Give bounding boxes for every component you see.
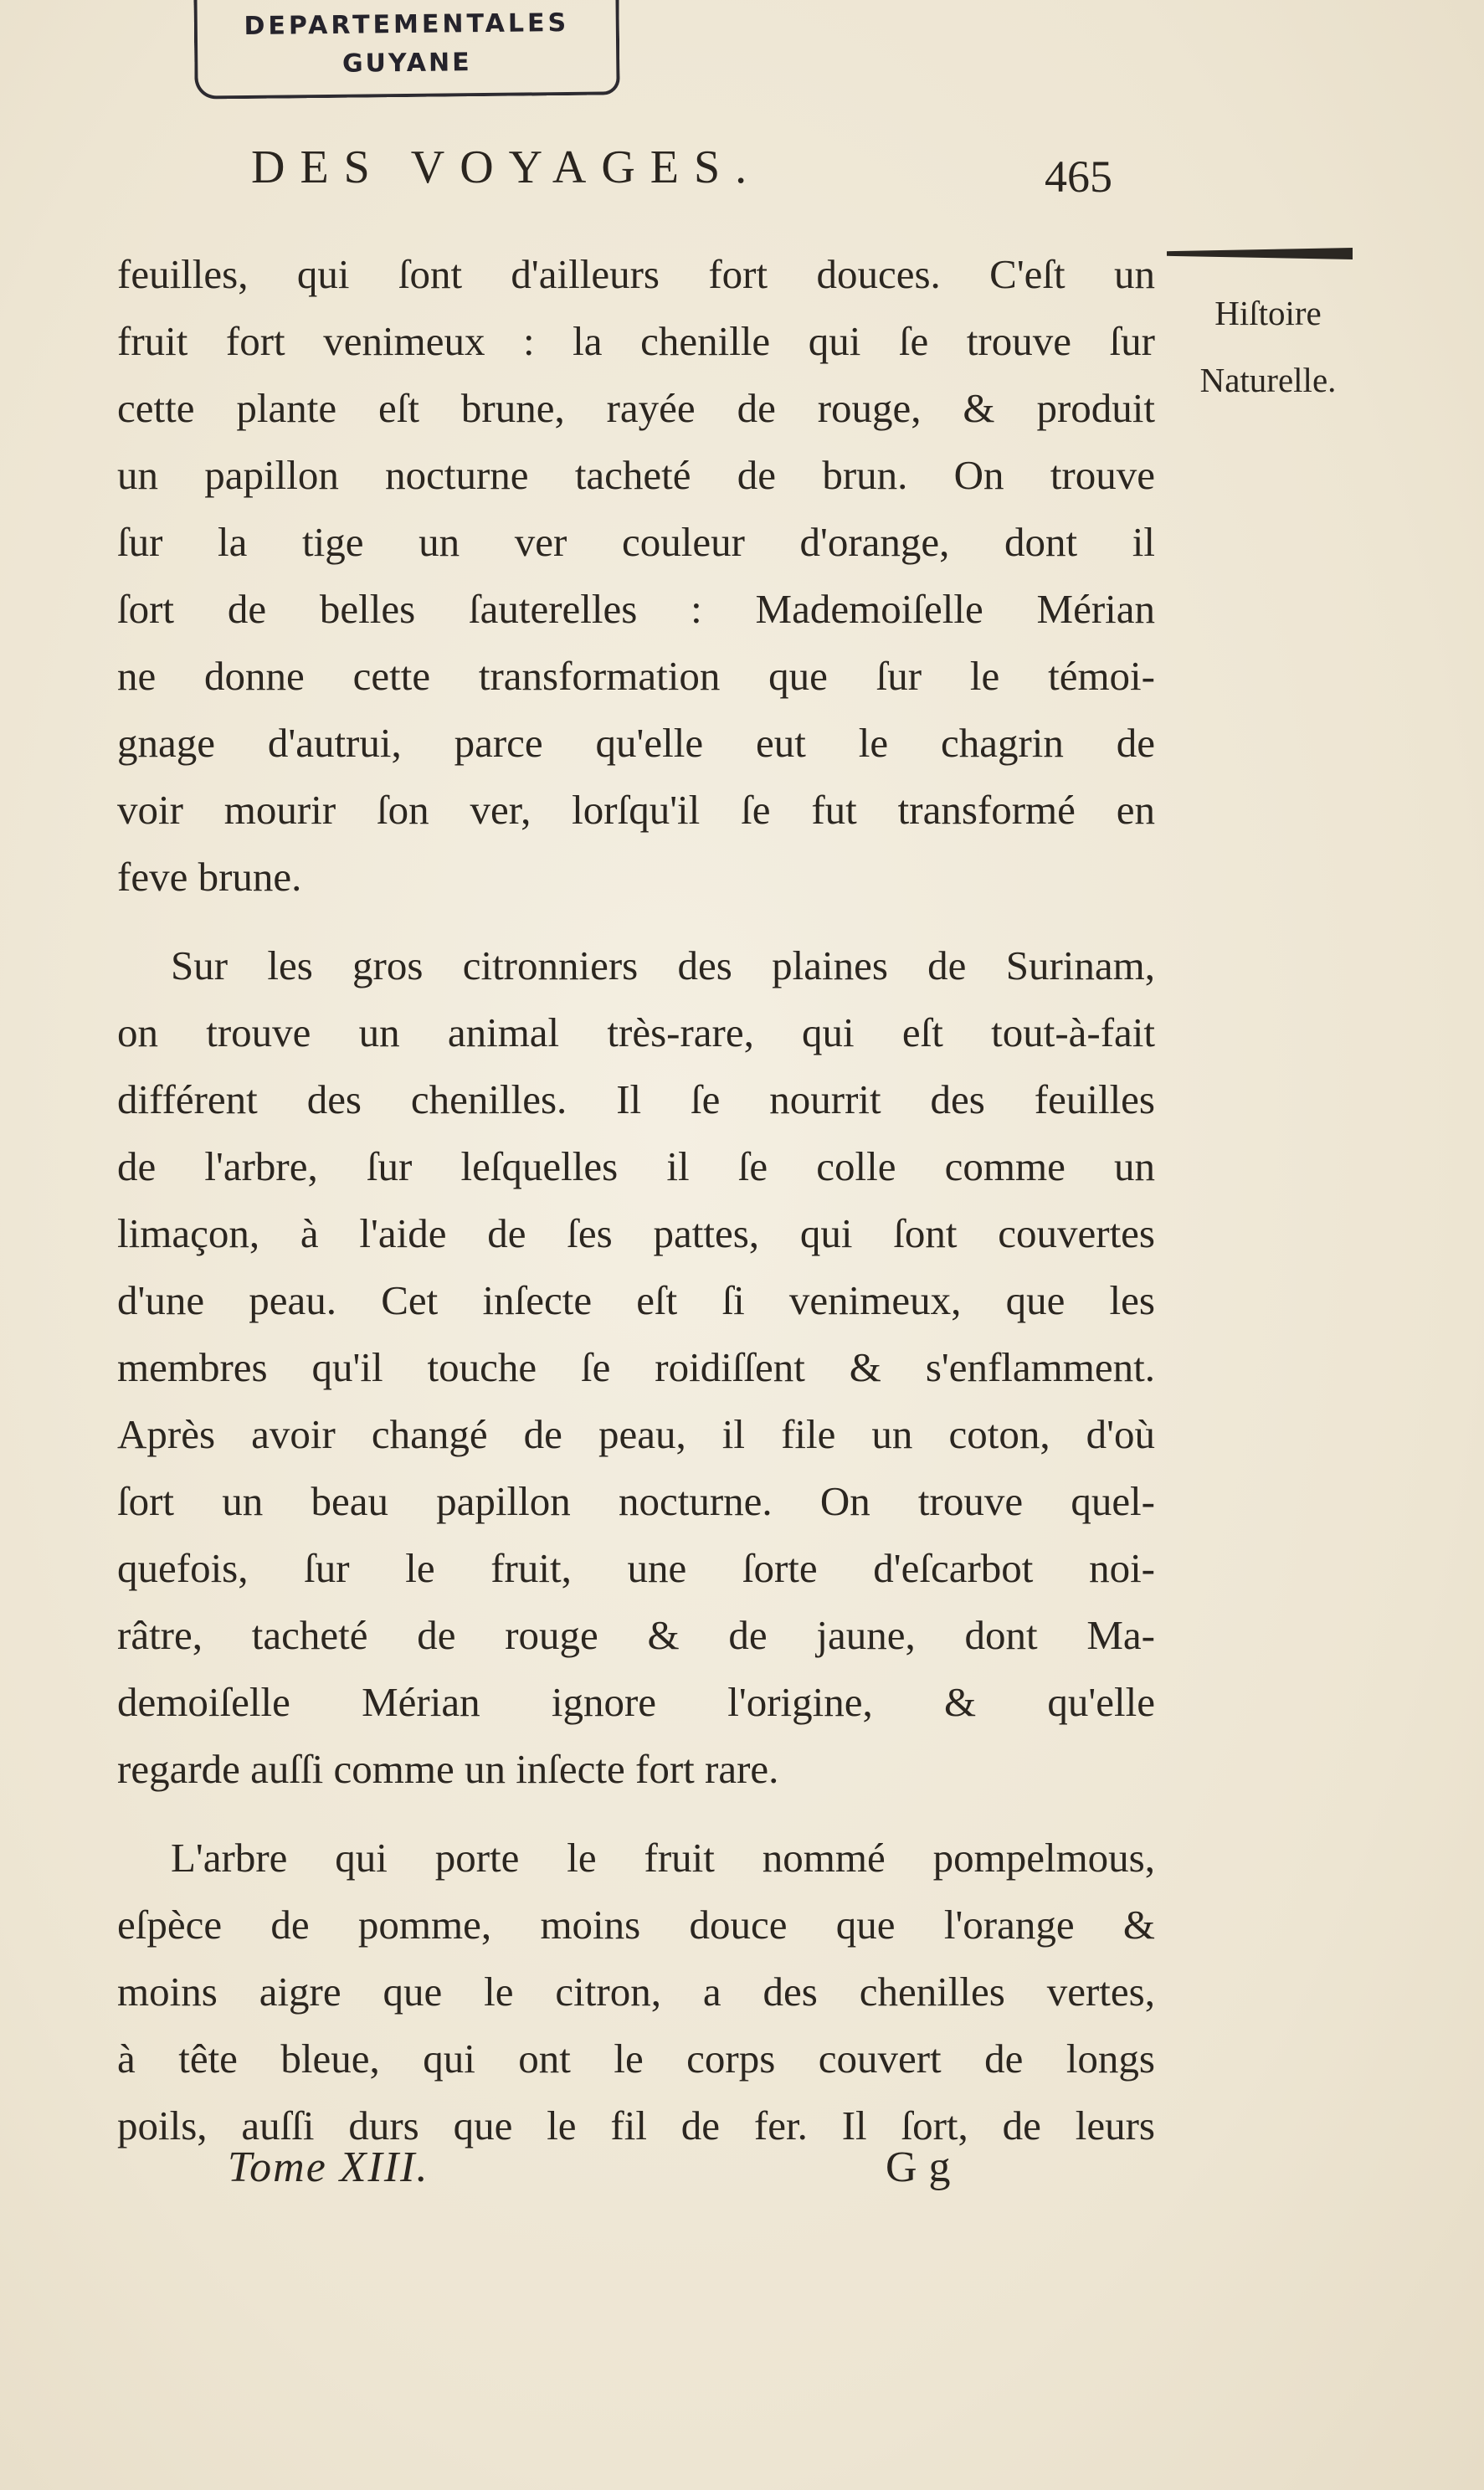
text-line: différent des chenilles. Il ſe nourrit des feuilles [117,1076,1155,1122]
text-line: de l'arbre, ſur leſquelles il ſe colle comme un [117,1143,1155,1189]
text-line: feve brune. [117,854,302,900]
margin-note-line-1: Hiſtoire [1214,294,1322,332]
text-line: ſort de belles ſauterelles : Mademoiſelle Mérian [117,586,1155,632]
text-line: on trouve un animal très-rare, qui eſt tout-à-fait [117,1009,1155,1055]
gathering-signature: Gg [886,2143,963,2191]
paragraph-3 [117,1825,1155,2159]
text-line: poils, auſſi durs que le fil de fer. Il ſort, de leurs [117,2102,1155,2149]
text-line: Après avoir changé de peau, il file un coton, d'où [117,1411,1155,1457]
text-line: demoiſelle Mérian ignore l'origine, & qu'elle [117,1679,1155,1725]
text-line: quefois, ſur le fruit, une ſorte d'eſcarbot noi- [117,1545,1155,1591]
margin-note-line-2: Naturelle. [1199,361,1337,399]
margin-rule [1167,248,1353,259]
page-number: 465 [1045,151,1112,202]
text-line: gnage d'autrui, parce qu'elle eut le chagrin de [117,720,1155,766]
text-line: râtre, tacheté de rouge & de jaune, dont Ma- [117,1612,1155,1658]
text-line: ne donne cette transformation que ſur le témoi- [117,653,1155,699]
text-line: Sur les gros citronniers des plaines de Surinam, [171,942,1155,988]
text-line: cette plante eſt brune, rayée de rouge, & produit [117,385,1155,431]
text-line: moins aigre que le citron, a des chenilles vertes, [117,1969,1155,2015]
text-line: feuilles, qui ſont d'ailleurs fort douces. C'eſt un [117,251,1155,297]
text-line: L'arbre qui porte le fruit nommé pompelmous, [171,1835,1155,1881]
text-line: ſort un beau papillon nocturne. On trouve quel- [117,1478,1155,1524]
running-title: DES VOYAGES. [251,141,763,193]
text-line: eſpèce de pomme, moins douce que l'orange & [117,1902,1155,1948]
volume-signature: Tome XIII. [228,2143,429,2191]
text-line: ſur la tige un ver couleur d'orange, dont il [117,519,1155,565]
text-line: d'une peau. Cet inſecte eſt ſi venimeux, que les [117,1277,1155,1323]
body-text [117,241,1155,2159]
text-line: regarde auſſi comme un inſecte fort rare. [117,1746,779,1792]
text-line: membres qu'il touche ſe roidiſſent & s'enflamment. [117,1344,1155,1390]
archive-stamp [193,0,619,100]
paragraph-2 [117,932,1155,1803]
text-line: voir mourir ſon ver, lorſqu'il ſe fut transformé en [117,787,1155,833]
text-line: limaçon, à l'aide de ſes pattes, qui ſont couvertes [117,1210,1155,1256]
stamp-line-1: DEPARTEMENTALES [244,8,570,42]
paragraph-1 [117,241,1155,911]
text-line: fruit fort venimeux : la chenille qui ſe trouve ſur [117,318,1155,364]
text-line: à tête bleue, qui ont le corps couvert de longs [117,2036,1155,2082]
text-line: un papillon nocturne tacheté de brun. On trouve [117,452,1155,498]
stamp-line-2: GUYANE [341,48,472,79]
